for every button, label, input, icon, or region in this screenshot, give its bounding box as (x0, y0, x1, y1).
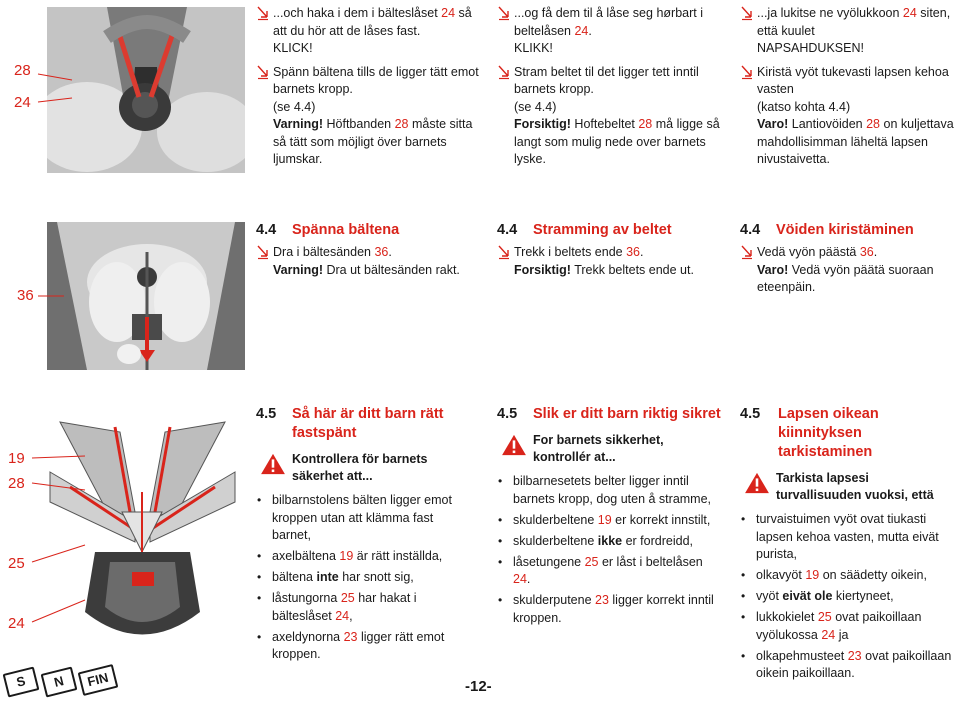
section-heading-4-5-sv: 4.5 Så här är ditt barn rätt fastspänt (256, 406, 444, 441)
callout-36: 36 (17, 287, 34, 304)
row1-sv (256, 5, 481, 169)
section-heading-4-4-fi: 4.4 Vöiden kiristäminen (740, 222, 914, 238)
callout-28-top: 28 (14, 62, 31, 79)
checklist-fi (740, 511, 955, 683)
list-item: • olkavyöt 19 on säädetty oikein, (740, 567, 955, 585)
row2-sv-text: Dra i bältesänden 36. Varning! Dra ut bältesänden rakt. (256, 244, 481, 279)
row3-fi (740, 405, 955, 686)
row1-no-p1: ...og få dem til å låse seg hørbart i beltelåsen 24. KLIKK! (497, 5, 722, 58)
callout-24-top: 24 (14, 94, 31, 111)
warning-fi: Tarkista lapsesi turvallisuuden vuoksi, että (744, 470, 955, 503)
list-item: • turvaistuimen vyöt ovat tiukasti lapsen kehoa vasten, mutta eivät purista, (740, 511, 955, 564)
photo-buckle-closeup (47, 7, 245, 173)
callout-28: 28 (8, 475, 25, 492)
arrow-icon (256, 64, 270, 80)
warning-no: For barnets sikkerhet, kontrollér at... (501, 432, 722, 465)
arrow-icon (497, 244, 511, 260)
row1-fi (740, 5, 958, 169)
row3-no (497, 405, 722, 631)
callout-24: 24 (8, 615, 25, 632)
arrow-icon (256, 5, 270, 21)
list-item: • bilbarnstolens bälten ligger emot kroppen utan att klämma fast barnet, (256, 492, 471, 545)
row1-sv-p2: Spänn bältena tills de ligger tätt emot barnets kropp. (se 4.4) Varning! Höftbanden 28 måste sitta så tätt som möjligt över barnets ljumskar. (256, 64, 481, 169)
list-item: • skulderputene 23 ligger korrekt inntil kroppen. (497, 592, 722, 627)
list-item: • lukkokielet 25 ovat paikoillaan vyölukossa 24 ja (740, 609, 955, 644)
row3-sv (256, 405, 471, 667)
flag-label-n: N (41, 666, 78, 697)
checklist-sv (256, 492, 471, 664)
warning-icon (501, 434, 527, 456)
row1-fi-p2: Kiristä vyöt tukevasti lapsen kehoa vasten (katso kohta 4.4) Varo! Lantiovöiden 28 on kuljettava mahdollisimman läheltä lapsen nivustaivetta. (740, 64, 958, 169)
photo-pull-strap (47, 222, 245, 370)
list-item: • låstungorna 25 har hakat i bälteslåset 24, (256, 590, 471, 625)
row1-no (497, 5, 722, 169)
warning-icon (260, 453, 286, 475)
row2-fi-text: Vedä vyön päästä 36. Varo! Vedä vyön päätä suoraan eteenpäin. (740, 244, 958, 297)
list-item: • axeldynorna 23 ligger rätt emot kroppen. (256, 629, 471, 664)
callout-lines-top (34, 64, 74, 114)
list-item: • låsetungene 25 er låst i beltelåsen 24. (497, 554, 722, 589)
row1-fi-p1: ...ja lukitse ne vyölukkoon 24 siten, että kuulet NAPSAHDUKSEN! (740, 5, 958, 58)
arrow-icon (740, 5, 754, 21)
list-item: • vyöt eivät ole kiertyneet, (740, 588, 955, 606)
callout-line-36 (36, 290, 66, 304)
checklist-no (497, 473, 722, 627)
arrow-icon (497, 5, 511, 21)
arrow-icon (740, 244, 754, 260)
callout-lines-bottom (30, 450, 90, 640)
list-item: • skulderbeltene ikke er fordreidd, (497, 533, 722, 551)
row2-fi (740, 221, 958, 297)
list-item: • bilbarnesetets belter ligger inntil barnets kropp, dog uten å stramme, (497, 473, 722, 508)
section-heading-4-5-fi: 4.5 Lapsen oikean kiinnityksen tarkistaminen (740, 406, 879, 460)
section-heading-4-5-no: 4.5 Slik er ditt barn riktig sikret (497, 406, 721, 422)
flag-label-fin: FIN (78, 664, 119, 696)
row2-no-text: Trekk i beltets ende 36. Forsiktig! Trekk beltets ende ut. (497, 244, 722, 279)
list-item: • skulderbeltene 19 er korrekt innstilt, (497, 512, 722, 530)
row1-sv-p1: ...och haka i dem i bälteslåset 24 så att du hör att de låses fast. KLICK! (256, 5, 481, 58)
warning-icon (744, 472, 770, 494)
callout-19: 19 (8, 450, 25, 467)
flag-label-s: S (3, 666, 40, 697)
row2-sv (256, 221, 481, 279)
list-item: • bältena inte har snott sig, (256, 569, 471, 587)
section-heading-4-4-sv: 4.4 Spänna bältena (256, 222, 400, 238)
warning-sv: Kontrollera för barnets säkerhet att... (260, 451, 471, 484)
page-number: -12- (465, 678, 492, 695)
callout-25: 25 (8, 555, 25, 572)
row2-no (497, 221, 722, 279)
section-heading-4-4-no: 4.4 Stramming av beltet (497, 222, 672, 238)
list-item: • axelbältena 19 är rätt inställda, (256, 548, 471, 566)
arrow-icon (256, 244, 270, 260)
arrow-icon (740, 64, 754, 80)
list-item: • olkapehmusteet 23 ovat paikoillaan oikein paikoillaan. (740, 648, 955, 683)
arrow-icon (497, 64, 511, 80)
row1-no-p2: Stram beltet til det ligger tett inntil barnets kropp. (se 4.4) Forsiktig! Hoftebeltet 28 må ligge så langt som mulig nede over barnets lyske. (497, 64, 722, 169)
